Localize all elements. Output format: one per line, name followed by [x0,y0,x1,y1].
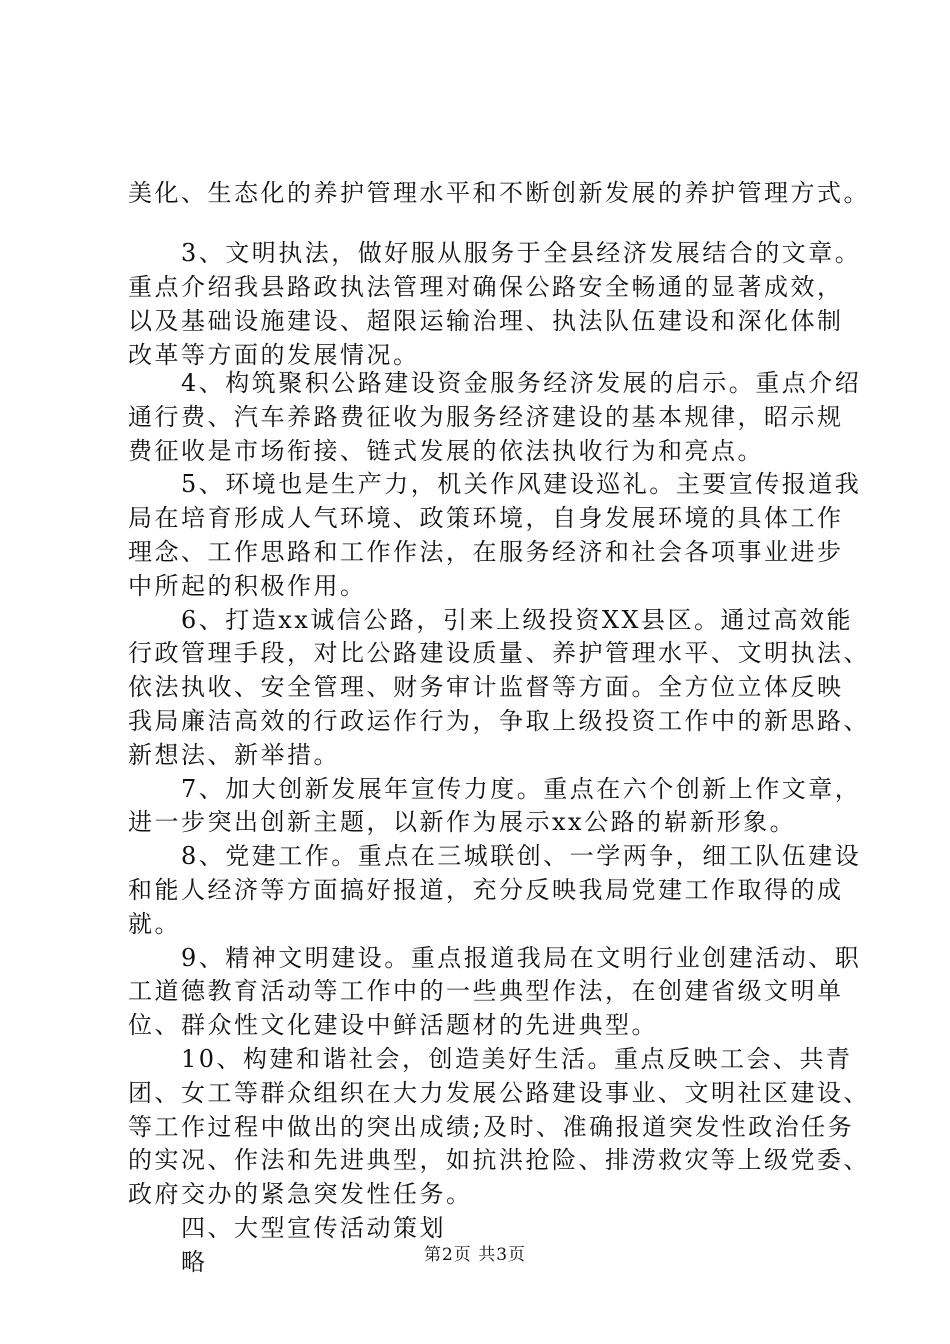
body-text-line: 改革等方面的发展情况。 [128,341,420,369]
body-text-line: 通行费、汽车养路费征收为服务经济建设的基本规律，昭示规 [128,403,844,431]
body-text-line: 政府交办的紧急突发性任务。 [128,1180,473,1208]
body-text-line: 位、群众性文化建设中鲜活题材的先进典型。 [128,1011,658,1039]
body-text-line: 中所起的积极作用。 [128,572,367,600]
body-text-line: 新想法、新举措。 [128,741,340,769]
body-text-line: 依法执收、安全管理、财务审计监督等方面。全方位立体反映 [128,673,844,701]
body-text-line: 8、党建工作。重点在三城联创、一学两争，细工队伍建设 [128,842,862,870]
body-text-line: 团、女工等群众组织在大力发展公路建设事业、文明社区建设、 [128,1079,870,1107]
body-text-line: 以及基础设施建设、超限运输治理、执法队伍建设和深化体制 [128,307,844,335]
body-text-line: 的实况、作法和先进典型，如抗洪抢险、排涝救灾等上级党委、 [128,1146,870,1174]
body-text-line: 和能人经济等方面搞好报道，充分反映我局党建工作取得的成 [128,876,844,904]
body-text-line: 10、构建和谐社会，创造美好生活。重点反映工会、共青 [128,1045,853,1073]
section-heading: 四、大型宣传活动策划 [128,1214,446,1242]
body-text-line: 费征收是市场衔接、链式发展的依法执收行为和亮点。 [128,437,764,465]
body-text-line: 局在培育形成人气环境、政策环境，自身发展环境的具体工作 [128,504,844,532]
body-text-line: 6、打造xx诚信公路，引来上级投资XX县区。通过高效能 [128,606,854,634]
body-text-line: 3、文明执法，做好服从服务于全县经济发展结合的文章。 [128,239,862,267]
body-text-line: 就。 [128,910,181,938]
body-text-line: 9、精神文明建设。重点报道我局在文明行业创建活动、职 [128,944,862,972]
body-text-line: 5、环境也是生产力，机关作风建设巡礼。主要宣传报道我 [128,470,862,498]
body-text-line: 重点介绍我县路政执法管理对确保公路安全畅通的显著成效， [128,273,844,301]
page-footer: 第2页 共3页 [423,1245,527,1265]
body-text-line: 进一步突出创新主题，以新作为展示xx公路的崭新形象。 [128,808,797,836]
body-text-line: 7、加大创新发展年宣传力度。重点在六个创新上作文章， [128,775,862,803]
body-text-line: 略 [128,1248,208,1276]
body-text-line: 等工作过程中做出的突出成绩;及时、准确报道突发性政治任务 [128,1113,855,1141]
body-text-line: 4、构筑聚积公路建设资金服务经济发展的启示。重点介绍 [128,369,862,397]
body-text-line: 我局廉洁高效的行政运作行为，争取上级投资工作中的新思路、 [128,707,870,735]
body-text-line: 工道德教育活动等工作中的一些典型作法，在创建省级文明单 [128,977,844,1005]
body-text-line: 美化、生态化的养护管理水平和不断创新发展的养护管理方式。 [128,179,870,207]
body-text-line: 理念、工作思路和工作作法，在服务经济和社会各项事业进步 [128,538,844,566]
body-text-line: 行政管理手段，对比公路建设质量、养护管理水平、文明执法、 [128,639,870,667]
